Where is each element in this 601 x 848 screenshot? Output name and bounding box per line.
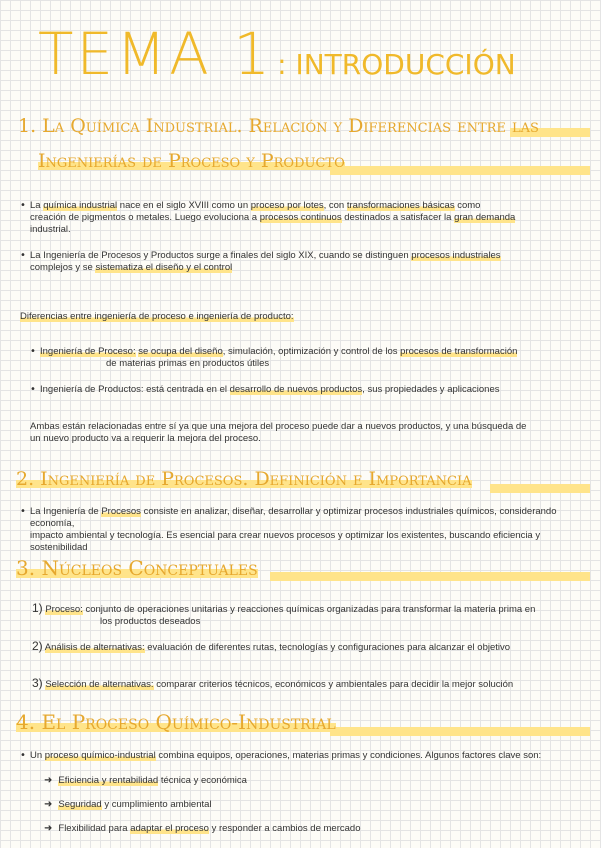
heading-highlight-bar [330,166,590,175]
arrow-right-icon: ➜ [44,799,53,810]
heading-highlight-bar [270,572,590,581]
section1-paragraph-2: La Ingeniería de Procesos y Productos surge a finales del siglo XIX, cuando se distinguen procesos industriales complejos y se sistematiza el diseño y el control [30,250,501,273]
heading-highlight-bar [490,484,590,493]
process-engineering-item: Ingeniería de Proceso: se ocupa del diseño, simulación, optimización y control de los procesos de transformación de materias primas en productos útiles [40,346,518,369]
arrow-right-icon: ➜ [44,823,53,834]
section3-heading: 3. Núcleos Conceptuales [16,556,258,580]
heading-highlight-bar [330,727,590,736]
title-main: TEMA 1 [38,20,274,88]
concept-item-1: 1) Proceso: conjunto de operaciones unitarias y reacciones químicas organizadas para transformar la materia prima en los productos deseados [32,601,536,627]
bullet-dot: • [20,250,26,261]
bullet-dot: • [30,346,36,357]
bullet-dot: • [20,506,26,517]
concept-item-2: 2) Análisis de alternativas: evaluación de diferentes rutas, tecnologías y configuraciones para alcanzar el objetivo [32,639,511,653]
bullet-dot: • [20,200,26,211]
factor-item-3: ➜ Flexibilidad para adaptar el proceso y responder a cambios de mercado [44,823,361,834]
arrow-right-icon: ➜ [44,775,53,786]
bullet-dot: • [30,384,36,395]
section4-heading: 4. El Proceso Químico-Industrial [16,710,336,734]
factor-item-1: ➜ Eficiencia y rentabilidad técnica y económica [44,775,247,786]
section2-heading: 2. Ingeniería de Procesos. Definición e Importancia [16,468,472,490]
product-engineering-item: Ingeniería de Productos: está centrada en el desarrollo de nuevos productos, sus propiedades y aplicaciones [40,384,500,395]
concept-item-3: 3) Selección de alternativas: comparar criterios técnicos, económicos y ambientales para decidir la mejor solución [32,676,514,690]
section4-intro: Un proceso químico-industrial combina equipos, operaciones, materias primas y condiciones. Algunos factores clave son: [30,750,542,761]
page-title [38,20,516,88]
section1-paragraph-1: La química industrial nace en el siglo XVIII como un proceso por lotes, con transformaciones básicas como creación de pigmentos o metales. Luego evoluciona a procesos continuos destinados a satisfacer la gran demanda industrial. [30,200,516,235]
section1-heading-line1: 1. La Química Industrial. Relación y Diferencias entre las [18,115,539,137]
title-sub: : INTRODUCCIÓN [277,48,516,81]
section2-paragraph: La Ingeniería de Procesos consiste en analizar, diseñar, desarrollar y optimizar procesos industriales químicos, considerando economía, impacto ambiental y tecnología. Es esencial para crear nuevos procesos y optimizar los existentes, buscando eficiencia y sostenibilidad [30,506,557,553]
bullet-dot: • [20,750,26,761]
section1-heading-line2: Ingenierías de Proceso y Producto [38,150,345,172]
differences-title: Diferencias entre ingeniería de proceso e ingeniería de producto: [20,311,294,322]
factor-item-2: ➜ Seguridad y cumplimiento ambiental [44,799,212,810]
relationship-paragraph: Ambas están relacionadas entre sí ya que una mejora del proceso puede dar a nuevos productos, y una búsqueda de un nuevo producto va a requerir la mejora del proceso. [30,421,527,444]
